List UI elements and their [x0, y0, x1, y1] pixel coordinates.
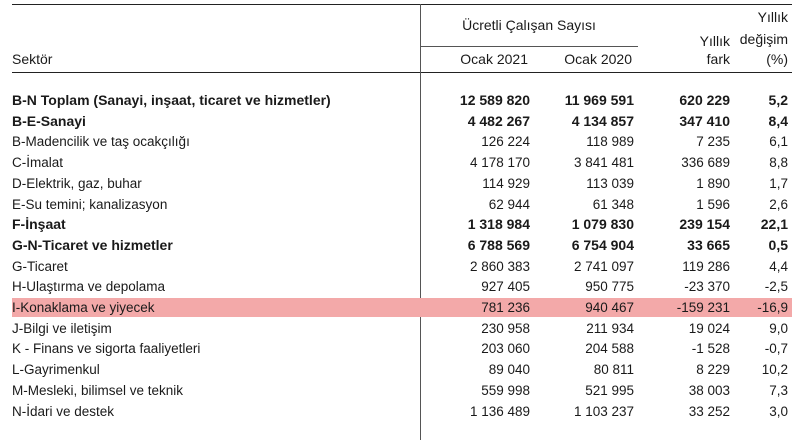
- yillik-fark-cell: 239 154: [679, 216, 730, 233]
- yillik-fark-cell: -23 370: [684, 279, 730, 295]
- ocak-2020-cell: 950 775: [585, 279, 634, 295]
- ocak-2021-cell: 230 958: [481, 320, 530, 336]
- ocak-2020-cell: 118 989: [586, 134, 634, 150]
- group-underline: [420, 46, 638, 47]
- yillik-fark-cell: 1 596: [696, 196, 730, 212]
- yillik-degisim-cell: -0,7: [764, 341, 788, 357]
- table-row: [12, 91, 792, 110]
- table-row: [12, 402, 792, 421]
- top-rule: [12, 4, 792, 5]
- yillik-degisim-cell: 10,2: [761, 362, 788, 378]
- sector-cell: C-İmalat: [12, 155, 64, 171]
- yillik-fark-cell: 336 689: [681, 155, 730, 171]
- yillik-degisim-cell: 9,0: [769, 320, 788, 336]
- sector-cell: B-N Toplam (Sanayi, inşaat, ticaret ve hizmetler): [12, 92, 331, 108]
- yillik-degisim-cell: 6,1: [769, 134, 788, 150]
- table-row: [12, 153, 792, 172]
- yillik-degisim-cell: -2,5: [764, 279, 788, 295]
- ocak-2021-cell: 559 998: [481, 382, 530, 398]
- sector-header: Sektör: [12, 51, 53, 67]
- ocak-2020-cell: 61 348: [592, 196, 634, 212]
- yillik-degisim-cell: 0,5: [768, 236, 788, 253]
- sector-cell: N-İdari ve destek: [12, 403, 115, 419]
- ocak-2021-cell: 62 944: [488, 196, 530, 212]
- yillik-fark-cell: 347 410: [679, 112, 730, 129]
- table-row: [12, 360, 792, 379]
- fark-header-line1: Yıllık: [699, 33, 730, 49]
- yillik-degisim-cell: 4,4: [769, 258, 788, 274]
- table-row: [12, 277, 792, 296]
- ocak-2020-cell: 1 103 237: [573, 403, 634, 419]
- ocak-2021-cell: 203 060: [481, 341, 530, 357]
- yillik-degisim-cell: 2,6: [769, 196, 788, 212]
- ocak-2021-cell: 4 178 170: [469, 155, 530, 171]
- sector-cell: G-Ticaret: [12, 258, 68, 274]
- table-row: [12, 215, 792, 234]
- yillik-fark-cell: 33 665: [687, 236, 730, 253]
- ocak-2021-cell: 114 929: [482, 175, 530, 191]
- deg-header-line3: (%): [766, 51, 788, 67]
- fark-header-line2: fark: [706, 51, 730, 67]
- ocak-2020-cell: 11 969 591: [564, 92, 634, 108]
- table-row: [12, 174, 792, 193]
- sector-cell: F-İnşaat: [12, 216, 66, 233]
- ocak-2020-cell: 80 811: [593, 362, 634, 378]
- ocak-2020-cell: 113 039: [586, 175, 634, 191]
- ocak-2020-cell: 1 079 830: [571, 216, 634, 233]
- col-2021-header: Ocak 2021: [460, 51, 528, 67]
- yillik-degisim-cell: -16,9: [757, 300, 788, 315]
- ocak-2021-cell: 1 136 489: [469, 403, 530, 419]
- table-row: [12, 112, 792, 131]
- sector-cell: K - Finans ve sigorta faaliyetleri: [12, 341, 201, 357]
- sector-cell: J-Bilgi ve iletişim: [12, 320, 112, 336]
- ocak-2021-cell: 927 405: [481, 279, 530, 295]
- ocak-2020-cell: 3 841 481: [573, 155, 634, 171]
- ocak-2020-cell: 521 995: [585, 382, 634, 398]
- ocak-2020-cell: 204 588: [585, 341, 634, 357]
- ocak-2021-cell: 2 860 383: [469, 258, 530, 274]
- table-row: [12, 257, 792, 276]
- ocak-2020-cell: 940 467: [585, 300, 634, 315]
- yillik-fark-cell: 19 024: [688, 320, 730, 336]
- yillik-fark-cell: 119 286: [682, 258, 730, 274]
- sector-cell: D-Elektrik, gaz, buhar: [12, 175, 142, 191]
- sector-cell: B-Madencilik ve taş ocakçılığı: [12, 134, 190, 150]
- ocak-2021-cell: 781 236: [481, 300, 530, 315]
- ocak-2021-cell: 126 224: [481, 134, 530, 150]
- sector-cell: E-Su temini; kanalizasyon: [12, 196, 168, 212]
- yillik-fark-cell: 7 235: [696, 134, 730, 150]
- yillik-degisim-cell: 1,7: [769, 175, 788, 191]
- sector-cell: L-Gayrimenkul: [12, 362, 100, 378]
- table-row: [12, 132, 792, 151]
- ocak-2021-cell: 1 318 984: [467, 216, 530, 233]
- yillik-degisim-cell: 8,4: [768, 112, 788, 129]
- table-row: [12, 319, 792, 338]
- yillik-degisim-cell: 5,2: [768, 92, 788, 108]
- yillik-fark-cell: -1 528: [691, 341, 730, 357]
- yillik-fark-cell: 38 003: [688, 382, 730, 398]
- ocak-2021-cell: 4 482 267: [467, 112, 530, 129]
- yillik-degisim-cell: 22,1: [760, 216, 788, 233]
- header-bottom-rule: [12, 72, 792, 73]
- ocak-2021-cell: 6 788 569: [467, 236, 530, 253]
- yillik-degisim-cell: 8,8: [769, 155, 788, 171]
- yillik-fark-cell: 33 252: [688, 403, 730, 419]
- deg-header-line1: Yıllık: [757, 9, 788, 25]
- yillik-fark-cell: -159 231: [676, 300, 730, 315]
- sector-cell: B-E-Sanayi: [12, 112, 86, 129]
- table-row: [12, 381, 792, 400]
- sector-cell: G-N-Ticaret ve hizmetler: [12, 236, 173, 253]
- sector-cell: I-Konaklama ve yiyecek: [12, 300, 155, 315]
- ocak-2020-cell: 211 934: [586, 320, 634, 336]
- ocak-2021-cell: 89 040: [488, 362, 530, 378]
- table-row: [12, 236, 792, 255]
- yillik-fark-cell: 1 890: [696, 175, 730, 191]
- deg-header-line2: değişim: [739, 31, 788, 47]
- group-title: Ücretli Çalışan Sayısı: [462, 17, 596, 33]
- yillik-fark-cell: 8 229: [696, 362, 730, 378]
- table-row: [12, 339, 792, 358]
- yillik-fark-cell: 620 229: [679, 92, 730, 108]
- ocak-2020-cell: 2 741 097: [573, 258, 634, 274]
- ocak-2020-cell: 6 754 904: [571, 236, 634, 253]
- yillik-degisim-cell: 7,3: [769, 382, 788, 398]
- col-2020-header: Ocak 2020: [564, 51, 632, 67]
- table-row: [12, 195, 792, 214]
- ocak-2021-cell: 12 589 820: [459, 92, 530, 108]
- sector-cell: H-Ulaştırma ve depolama: [12, 279, 166, 295]
- ocak-2020-cell: 4 134 857: [571, 112, 634, 129]
- table-row: [12, 298, 792, 317]
- yillik-degisim-cell: 3,0: [769, 403, 788, 419]
- sector-cell: M-Mesleki, bilimsel ve teknik: [12, 382, 184, 398]
